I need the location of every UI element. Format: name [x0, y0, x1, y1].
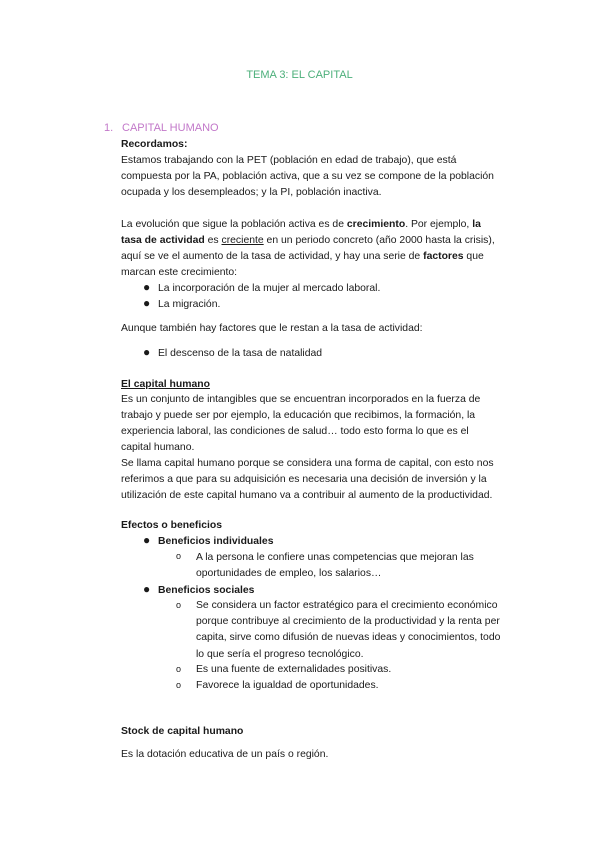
capital-humano-line: Es un conjunto de intangibles que se encuentran incorporados en la fuerza de: [121, 394, 481, 405]
evolucion-line: marcan este crecimiento:: [121, 267, 238, 278]
capital-humano-line: capital humano.: [121, 442, 195, 453]
capital-humano-line: experiencia laboral, las condiciones de salud… todo esto forma lo que es el: [121, 426, 469, 437]
stock-heading: Stock de capital humano: [121, 726, 244, 737]
circle-bullet-icon: o: [176, 664, 182, 674]
recordamos-line: ocupada y los desempleados; y la PI, población inactiva.: [121, 187, 382, 198]
sub-list-item: A la persona le confiere unas competencias que mejoran las oportunidades de empleo, los salarios…: [196, 552, 474, 580]
recordamos-line: Estamos trabajando con la PET (población en edad de trabajo), que está: [121, 155, 457, 166]
section-number: 1.: [104, 122, 114, 134]
list-item: La incorporación de la mujer al mercado laboral.: [158, 283, 381, 294]
beneficios-sociales-label: Beneficios sociales: [158, 585, 255, 596]
efectos-heading: Efectos o beneficios: [121, 520, 223, 531]
resta-text: Aunque también hay factores que le restan a la tasa de actividad:: [121, 323, 423, 334]
bullet-icon: ●: [143, 533, 151, 547]
circle-bullet-icon: o: [176, 680, 182, 690]
evolucion-line: tasa de actividad es creciente en un periodo concreto (año 2000 hasta la crisis),: [121, 235, 495, 246]
recordamos-line: compuesta por la PA, población activa, que a su vez se compone de la población: [121, 171, 494, 182]
recordamos-heading: Recordamos:: [121, 139, 188, 150]
circle-bullet-icon: o: [176, 600, 182, 610]
circle-bullet-icon: o: [176, 551, 182, 561]
list-item: El descenso de la tasa de natalidad: [158, 348, 323, 359]
list-item: La migración.: [158, 299, 221, 310]
sub-list-item: Favorece la igualdad de oportunidades.: [196, 680, 379, 691]
section-heading: [104, 122, 219, 134]
beneficios-individuales-label: Beneficios individuales: [158, 536, 274, 547]
bullet-icon: ●: [143, 345, 151, 359]
evolucion-line: aquí se ve el aumento de la tasa de actividad, y hay una serie de factores que: [121, 251, 484, 262]
capital-humano-line: utilización de este capital humano va a contribuir al aumento de la productividad.: [121, 490, 493, 501]
section-title: CAPITAL HUMANO: [122, 122, 219, 134]
bullet-icon: ●: [143, 296, 151, 310]
bullet-icon: ●: [143, 582, 151, 596]
bullet-icon: ●: [143, 280, 151, 294]
evolucion-line: La evolución que sigue la población activa es de crecimiento. Por ejemplo, la: [121, 219, 481, 230]
capital-humano-line: trabajo y puede ser por ejemplo, la educación que recibimos, la formación, la: [121, 410, 476, 421]
sub-list-item: Se considera un factor estratégico para el crecimiento económico porque contribuye al crecimiento de la productividad y la renta per capita, sirve como difusión de nuevas ideas y conocimientos, todo lo que sería el progreso tecnológico.: [196, 600, 501, 660]
sub-list-item: Es una fuente de externalidades positivas.: [196, 664, 392, 675]
document-title: TEMA 3: EL CAPITAL: [246, 69, 353, 81]
capital-humano-line: Se llama capital humano porque se considera una forma de capital, con esto nos: [121, 458, 494, 469]
stock-text: Es la dotación educativa de un país o región.: [121, 749, 329, 760]
capital-humano-heading: El capital humano: [121, 379, 210, 390]
capital-humano-line: referimos a que para su adquisición es necesaria una decisión de inversión y la: [121, 474, 487, 485]
